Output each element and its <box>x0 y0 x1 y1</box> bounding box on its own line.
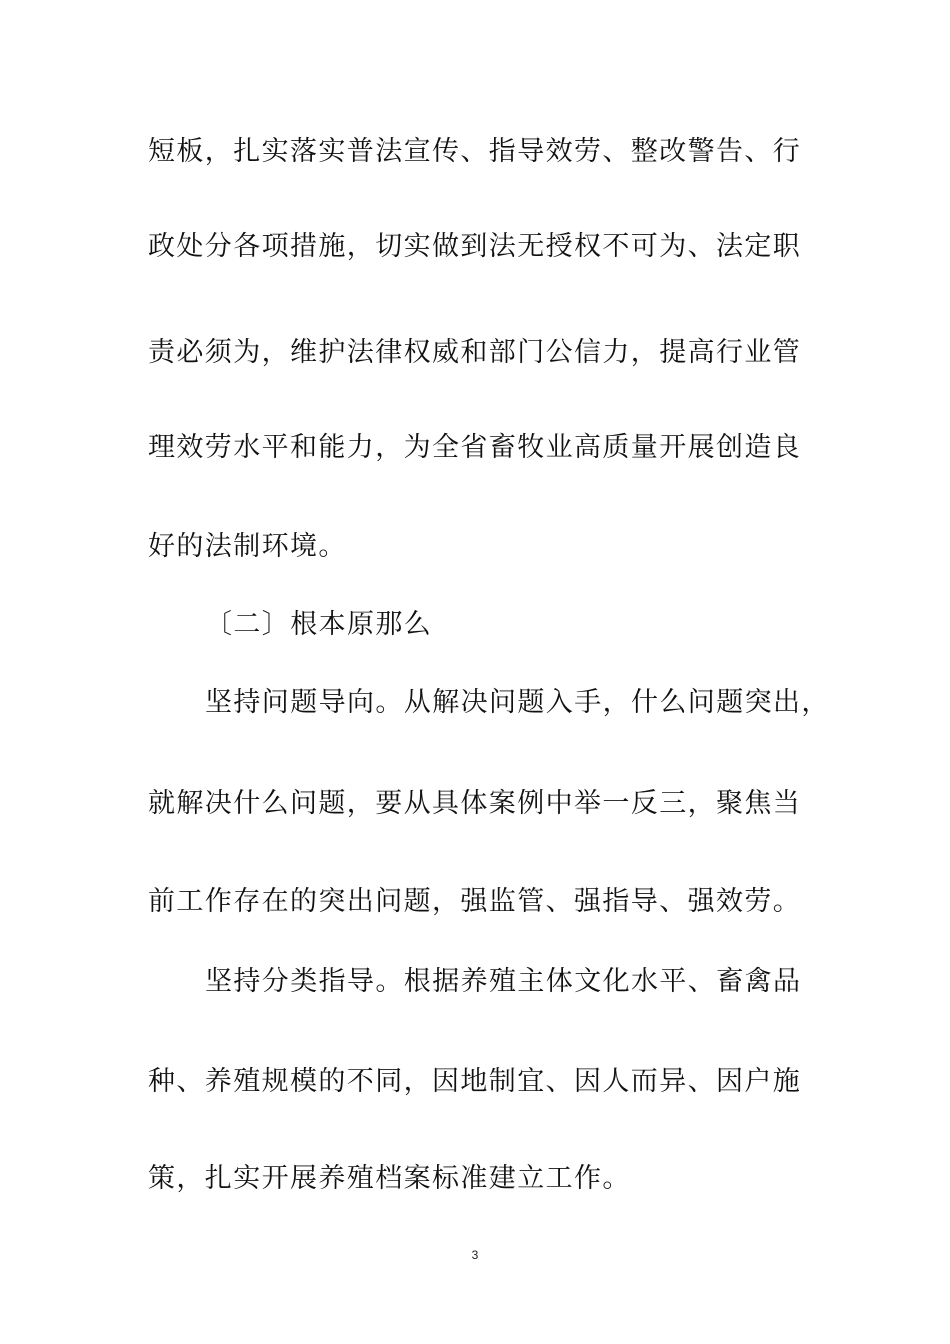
text-line: 短板，扎实落实普法宣传、指导效劳、整改警告、行 <box>148 136 802 167</box>
text-line: 坚持问题导向。从解决问题入手，什么问题突出， <box>205 687 830 718</box>
text-line: 好的法制环境。 <box>148 531 347 562</box>
section-heading: 〔二〕根本原那么 <box>205 609 433 640</box>
text-line: 坚持分类指导。根据养殖主体文化水平、畜禽品 <box>205 966 802 997</box>
text-line: 种、养殖规模的不同，因地制宜、因人而异、因户施 <box>148 1066 802 1097</box>
text-line: 就解决什么问题，要从具体案例中举一反三，聚焦当 <box>148 788 802 819</box>
text-line: 政处分各项措施，切实做到法无授权不可为、法定职 <box>148 231 802 262</box>
text-line: 前工作存在的突出问题，强监管、强指导、强效劳。 <box>148 886 802 917</box>
page-number: 3 <box>471 1248 479 1262</box>
text-line: 理效劳水平和能力，为全省畜牧业高质量开展创造良 <box>148 432 802 463</box>
text-line: 策，扎实开展养殖档案标准建立工作。 <box>148 1163 631 1194</box>
text-line: 责必须为，维护法律权威和部门公信力，提高行业管 <box>148 337 802 368</box>
